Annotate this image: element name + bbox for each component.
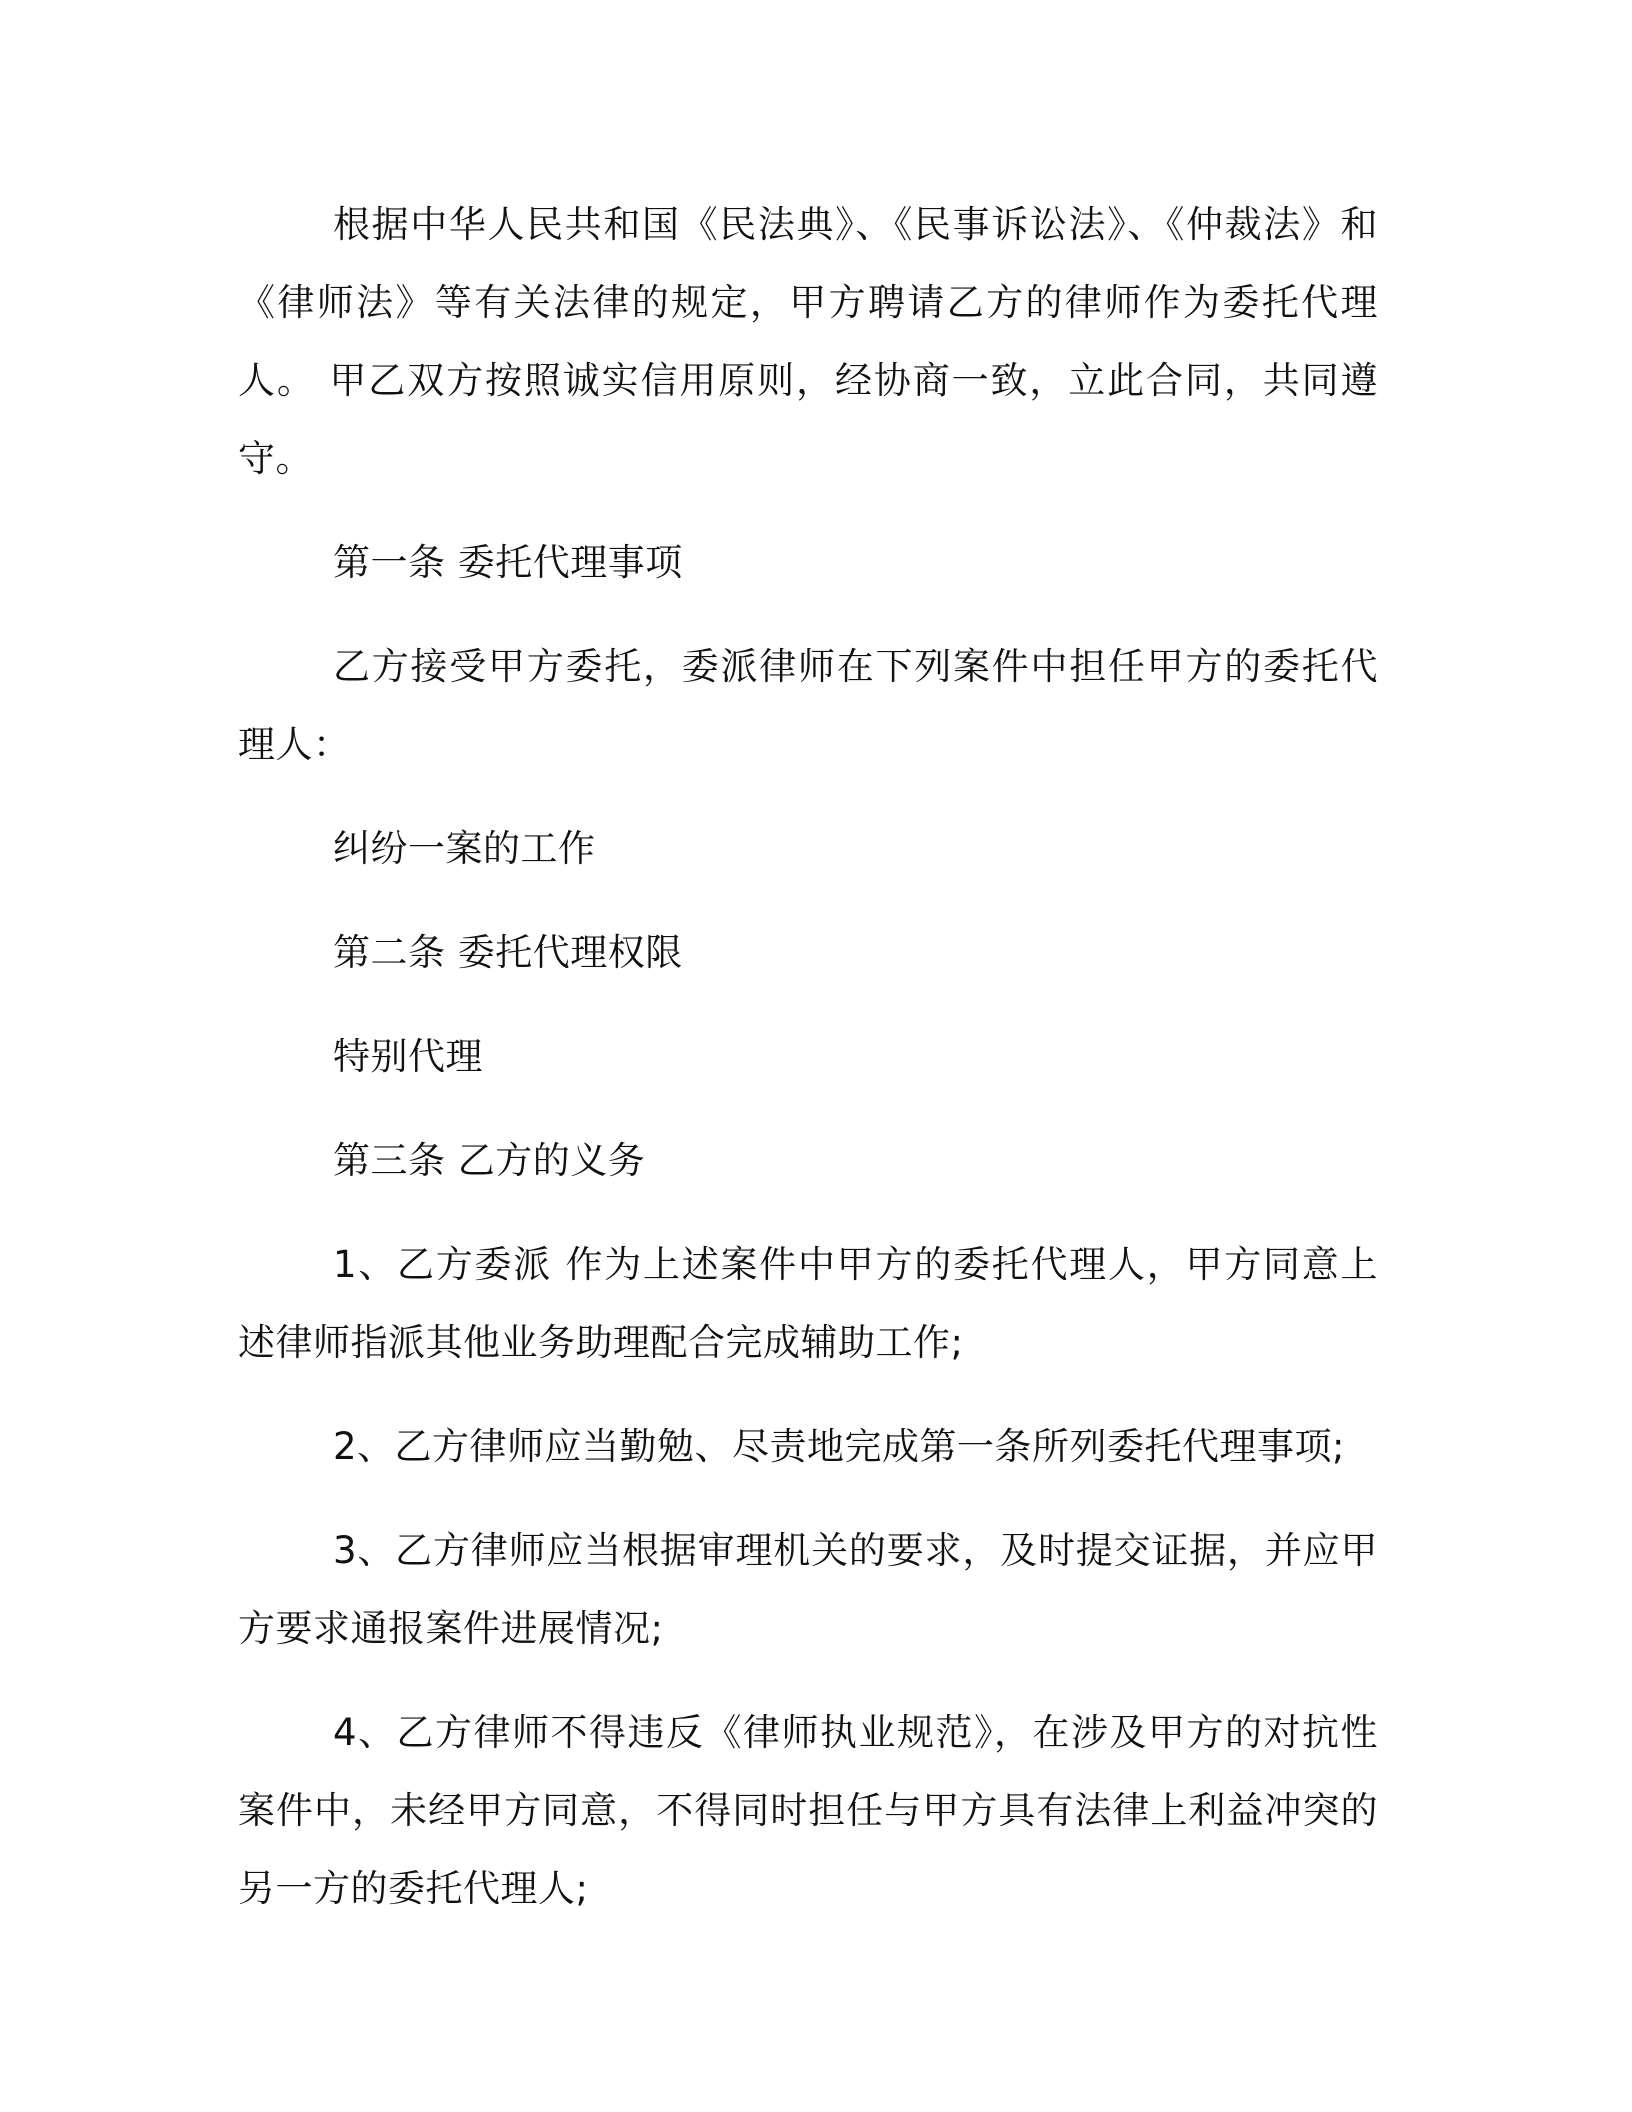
authority-scope: 特别代理 bbox=[333, 1035, 483, 1078]
obligation-item-4: 4、乙方律师不得违反《律师执业规范》，在涉及甲方的对抗性案件中，未经甲方同意，不得同时担任与甲方具有法律上利益冲突的另一方的委托代理人; bbox=[238, 1711, 1378, 1910]
document-body bbox=[238, 186, 1378, 1954]
obligation-item-3: 3、乙方律师应当根据审理机关的要求，及时提交证据，并应甲方要求通报案件进展情况; bbox=[238, 1529, 1378, 1650]
article-1-text: 乙方接受甲方委托，委派律师在下列案件中担任甲方的委托代理人： bbox=[238, 645, 1378, 766]
obligation-item-2: 2、乙方律师应当勤勉、尽责地完成第一条所列委托代理事项; bbox=[333, 1425, 1346, 1468]
article-3-heading: 第三条 乙方的义务 bbox=[333, 1139, 646, 1182]
intro-paragraph: 根据中华人民共和国《民法典》、《民事诉讼法》、《仲裁法》和《律师法》等有关法律的规定，甲方聘请乙方的律师作为委托代理人。 甲乙双方按照诚实信用原则，经协商一致，立此合同，共同遵守。 bbox=[238, 203, 1378, 480]
obligation-item-1: 1、乙方委派 作为上述案件中甲方的委托代理人，甲方同意上述律师指派其他业务助理配合完成辅助工作; bbox=[238, 1243, 1378, 1364]
article-2-heading: 第二条 委托代理权限 bbox=[333, 931, 683, 974]
article-1-heading: 第一条 委托代理事项 bbox=[333, 541, 683, 584]
case-description: 纠纷一案的工作 bbox=[333, 827, 596, 870]
